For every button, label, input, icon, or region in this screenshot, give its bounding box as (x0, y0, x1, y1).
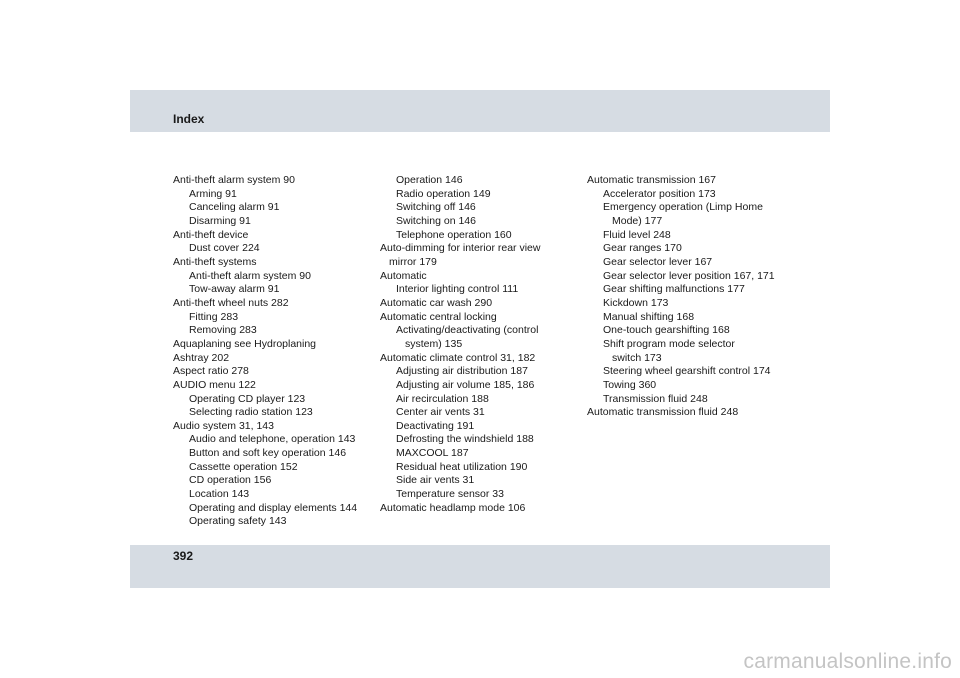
index-subentry: Mode) 177 (612, 214, 663, 227)
index-subentry: Switching on 146 (396, 214, 476, 227)
index-subentry: Switching off 146 (396, 201, 476, 214)
index-subentry: Center air vents 31 (396, 406, 485, 419)
index-subentry: Towing 360 (603, 378, 657, 391)
index-entry: Ashtray 202 (173, 351, 230, 364)
index-entry: Auto-dimming for interior rear view (380, 242, 541, 255)
index-subentry: Transmission fluid 248 (603, 392, 708, 405)
index-entry: Automatic headlamp mode 106 (380, 501, 526, 514)
index-subentry: Gear shifting malfunctions 177 (603, 283, 745, 296)
index-entry: Aspect ratio 278 (173, 365, 249, 378)
index-subentry: Operating and display elements 144 (189, 501, 358, 514)
header-band (130, 90, 830, 132)
index-entry: Aquaplaning see Hydroplaning (173, 337, 317, 350)
watermark: carmanualsonline.info (743, 650, 952, 673)
index-subentry: Anti-theft alarm system 90 (189, 269, 311, 282)
index-column-2 (380, 174, 580, 515)
index-subentry: mirror 179 (389, 255, 437, 268)
index-entry: AUDIO menu 122 (173, 378, 256, 391)
index-subentry: Operating safety 143 (189, 515, 287, 528)
index-subentry: system) 135 (405, 337, 463, 350)
index-subentry: Side air vents 31 (396, 474, 475, 487)
index-subentry: Shift program mode selector (603, 337, 735, 350)
index-subentry: Deactivating 191 (396, 419, 475, 432)
index-entry: Anti-theft alarm system 90 (173, 174, 295, 186)
page-title: Index (173, 112, 205, 126)
page-number: 392 (173, 549, 194, 563)
index-entry: Audio system 31, 143 (173, 419, 274, 432)
index-subentry: Tow-away alarm 91 (189, 283, 280, 296)
index-subentry: Manual shifting 168 (603, 310, 695, 323)
index-entry: Automatic transmission 167 (587, 174, 716, 186)
index-subentry: Accelerator position 173 (603, 187, 716, 200)
index-subentry: switch 173 (612, 351, 662, 364)
index-subentry: Operation 146 (396, 174, 463, 186)
index-subentry: Gear selector lever position 167, 171 (603, 269, 775, 282)
index-subentry: Steering wheel gearshift control 174 (603, 365, 771, 378)
index-subentry: Disarming 91 (189, 214, 251, 227)
index-subentry: Audio and telephone, operation 143 (189, 433, 356, 446)
index-subentry: Selecting radio station 123 (189, 406, 313, 419)
index-subentry: One-touch gearshifting 168 (603, 324, 730, 337)
index-entry: Anti-theft wheel nuts 282 (173, 296, 289, 309)
index-subentry: Residual heat utilization 190 (396, 460, 528, 473)
index-subentry: Kickdown 173 (603, 296, 669, 309)
index-subentry: Telephone operation 160 (396, 228, 512, 241)
index-column-3 (587, 174, 797, 420)
index-subentry: MAXCOOL 187 (396, 447, 469, 460)
index-subentry: Radio operation 149 (396, 187, 491, 200)
index-subentry: Temperature sensor 33 (396, 488, 504, 501)
index-column-1 (173, 174, 373, 529)
index-subentry: Arming 91 (189, 187, 237, 200)
index-entry: Automatic (380, 269, 427, 282)
index-subentry: Gear ranges 170 (603, 242, 682, 255)
footer-band (130, 545, 830, 588)
index-entry: Anti-theft systems (173, 255, 257, 268)
index-entry: Automatic car wash 290 (380, 296, 493, 309)
index-subentry: Emergency operation (Limp Home (603, 201, 763, 214)
index-subentry: Removing 283 (189, 324, 257, 337)
index-entry: Automatic transmission fluid 248 (587, 406, 739, 419)
index-subentry: Interior lighting control 111 (396, 283, 519, 296)
index-subentry: Gear selector lever 167 (603, 255, 713, 268)
index-entry: Automatic climate control 31, 182 (380, 351, 536, 364)
index-subentry: Location 143 (189, 488, 250, 501)
index-subentry: Operating CD player 123 (189, 392, 306, 405)
index-subentry: Activating/deactivating (control (396, 324, 539, 337)
index-subentry: CD operation 156 (189, 474, 272, 487)
index-subentry: Cassette operation 152 (189, 460, 298, 473)
index-subentry: Button and soft key operation 146 (189, 447, 347, 460)
index-subentry: Dust cover 224 (189, 242, 260, 255)
index-entry: Anti-theft device (173, 228, 249, 241)
index-subentry: Adjusting air volume 185, 186 (396, 378, 535, 391)
index-subentry: Fluid level 248 (603, 228, 671, 241)
index-subentry: Adjusting air distribution 187 (396, 365, 528, 378)
index-subentry: Canceling alarm 91 (189, 201, 280, 214)
index-subentry: Air recirculation 188 (396, 392, 489, 405)
index-entry: Automatic central locking (380, 310, 497, 323)
index-subentry: Defrosting the windshield 188 (396, 433, 534, 446)
index-subentry: Fitting 283 (189, 310, 239, 323)
